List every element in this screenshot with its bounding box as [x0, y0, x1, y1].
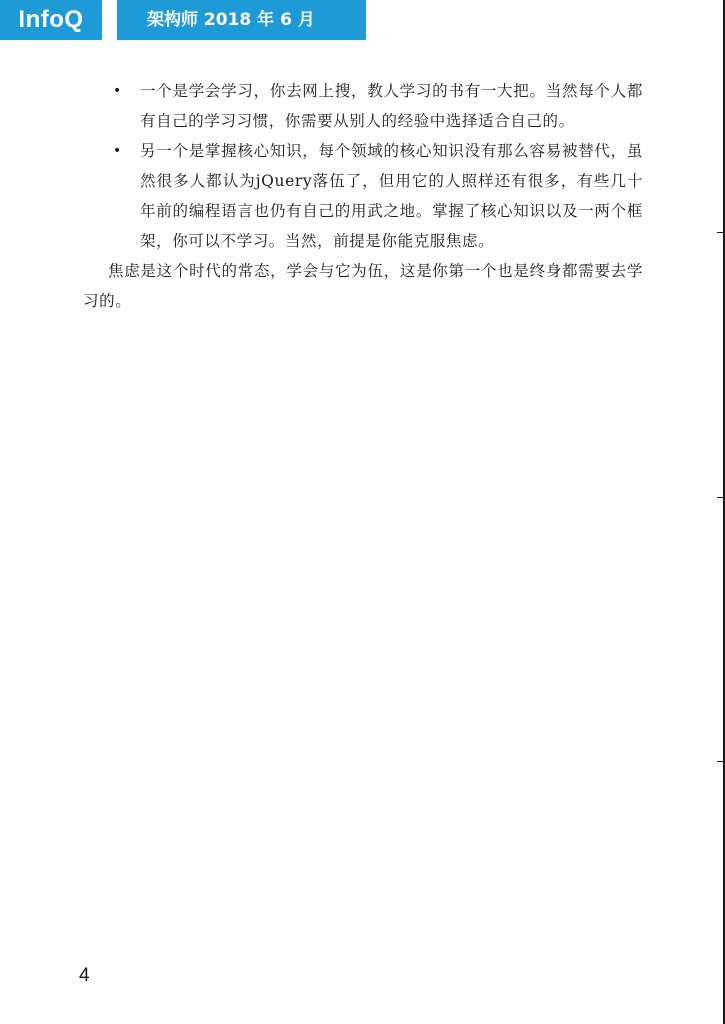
list-item	[83, 136, 643, 256]
bullet-dot-icon: •	[113, 83, 122, 99]
infoq-logo: InfoQ	[0, 0, 102, 40]
list-item	[83, 76, 643, 136]
edge-tick	[717, 761, 723, 762]
list-item-text: 一个是学会学习，你去网上搜，教人学习的书有一大把。当然每个人都有自己的学习习惯，你需要从别人的经验中选择适合自己的。	[140, 82, 643, 130]
edge-tick	[717, 232, 723, 233]
closing-paragraph: 焦虑是这个时代的常态，学会与它为伍，这是你第一个也是终身都需要去学习的。	[83, 262, 643, 310]
list-item-text: 另一个是掌握核心知识，每个领域的核心知识没有那么容易被替代，虽然很多人都认为jQuery落伍了，但用它的人照样还有很多，有些几十年前的编程语言也仍有自己的用武之地。掌握了核心知识以及一两个框架，你可以不学习。当然，前提是你能克服焦虑。	[140, 142, 643, 250]
bullet-dot-icon: •	[113, 143, 122, 159]
edge-tick	[717, 497, 723, 498]
page-number: 4	[79, 965, 90, 986]
bullet-list	[83, 76, 643, 256]
issue-title: 架构师 2018 年 6 月	[117, 0, 366, 40]
article-body	[83, 76, 643, 316]
